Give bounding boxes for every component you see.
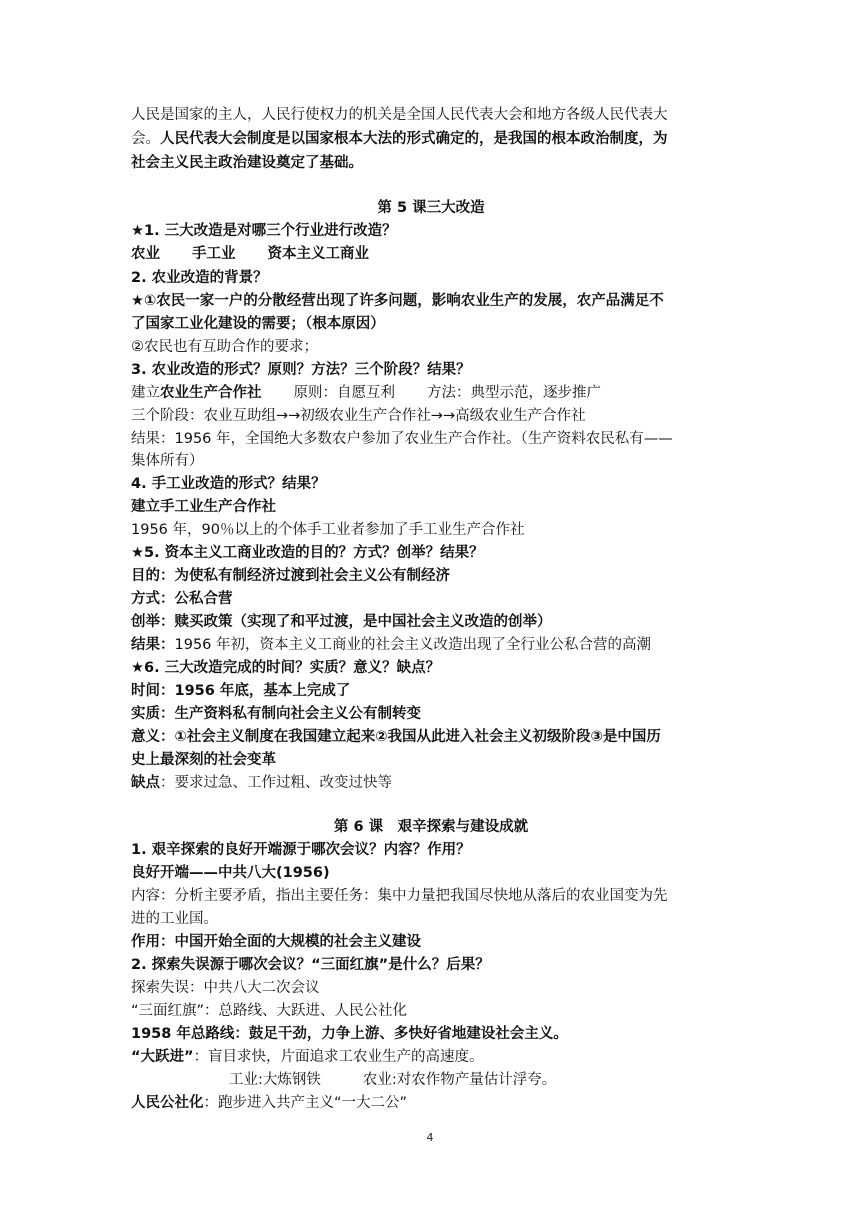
a2-industry: 工业:大炼钢铁 xyxy=(229,1072,321,1088)
lesson5-a5-purpose: 目的：为使私有制经济过渡到社会主义公有制经济 xyxy=(131,568,450,584)
lesson5-q2: 2. 农业改造的背景？ xyxy=(131,270,268,286)
lesson5-a1 xyxy=(131,243,731,265)
intro-line-2a: 会。 xyxy=(131,131,160,147)
intro-line-1: 人民是国家的主人，人民行使权力的机关是全国人民代表大会和地方各级人民代表大 xyxy=(131,107,668,123)
page-number: 4 xyxy=(426,1131,434,1144)
lesson5-a3-result-2: 集体所有） xyxy=(131,453,204,469)
lesson5-a5-innovation: 创举：赎买政策（实现了和平过渡，是中国社会主义改造的创举） xyxy=(131,614,552,630)
lesson5-a2-3: ②农民也有互助合作的要求； xyxy=(131,339,318,355)
lesson6-a1-start: 良好开端——中共八大(1956) xyxy=(131,865,330,881)
lesson6-q1: 1. 艰辛探索的良好开端源于哪次会议？内容？作用？ xyxy=(131,842,471,858)
lesson6-a1-effect: 作用：中国开始全面的大规模的社会主义建设 xyxy=(131,934,421,950)
a3-method: 方法：典型示范，逐步推广 xyxy=(427,385,601,401)
lesson6-a2-commune xyxy=(131,1092,731,1114)
lesson5-a5-method: 方式：公私合营 xyxy=(131,591,233,607)
a6-flaw-label: 缺点 xyxy=(131,775,160,791)
lesson6-title: 第 6 课 艰辛探索与建设成就 xyxy=(333,819,529,835)
a2-commune-text: ：跑步进入共产主义“一大二公” xyxy=(203,1095,408,1111)
lesson5-a3-stages: 三个阶段：农业互助组→→初级农业生产合作社→→高级农业生产合作社 xyxy=(131,408,586,424)
lesson5-title: 第 5 课三大改造 xyxy=(377,200,485,216)
a2-leap-label: “大跃进” xyxy=(131,1049,194,1065)
lesson6-q2: 2. 探索失误源于哪次会议？“三面红旗”是什么？后果？ xyxy=(131,957,490,973)
a1-item-1: 农业 xyxy=(131,246,160,262)
lesson6-a2-leap xyxy=(131,1046,731,1068)
a3-form-b: 农业生产合作社 xyxy=(160,385,262,401)
a3-principle: 原则：自愿互利 xyxy=(293,385,395,401)
a5-result-label: 结果： xyxy=(131,637,175,653)
a5-result-text: 1956 年初，资本主义工商业的社会主义改造出现了全行业公私合营的高潮 xyxy=(174,637,652,653)
lesson6-a2-line: 1958 年总路线：鼓足干劲，力争上游、多快好省地建设社会主义。 xyxy=(131,1026,568,1042)
lesson5-a2-1: ★①农民一家一户的分散经营出现了许多问题，影响农业生产的发展，农产品满足不 xyxy=(131,293,664,309)
lesson6-a2-flags: “三面红旗”：总路线、大跃进、人民公社化 xyxy=(131,1003,408,1019)
lesson5-a6-essence: 实质：生产资料私有制向社会主义公有制转变 xyxy=(131,706,421,722)
lesson5-a5-result xyxy=(131,634,731,656)
lesson5-q4: 4. 手工业改造的形式？结果？ xyxy=(131,476,326,492)
lesson5-a3-result-1: 结果：1956 年，全国绝大多数农户参加了农业生产合作社。（生产资料农民私有—— xyxy=(131,431,673,447)
lesson5-q5: ★5. 资本主义工商业改造的目的？方式？创举？结果？ xyxy=(131,545,484,561)
intro-line-3: 社会主义民主政治建设奠定了基础。 xyxy=(131,155,363,171)
lesson5-a4-1: 建立手工业生产合作社 xyxy=(131,499,276,515)
intro-line-2b: 人民代表大会制度是以国家根本大法的形式确定的，是我国的根本政治制度，为 xyxy=(160,131,668,147)
lesson5-a6-flaw xyxy=(131,772,731,794)
lesson5-q3: 3. 农业改造的形式？原则？方法？三个阶段？结果？ xyxy=(131,362,471,378)
a6-flaw-text: ：要求过急、工作过粗、改变过快等 xyxy=(160,775,392,791)
lesson6-a2-industry-agri xyxy=(229,1069,729,1091)
lesson6-a2-mistake: 探索失误：中共八大二次会议 xyxy=(131,980,320,996)
lesson5-a4-2: 1956 年，90％以上的个体手工业者参加了手工业生产合作社 xyxy=(131,522,525,538)
lesson5-q1: ★1. 三大改造是对哪三个行业进行改造？ xyxy=(131,223,397,239)
a3-form-a: 建立 xyxy=(131,385,160,401)
intro-line-2 xyxy=(131,128,731,150)
lesson5-a2-2: 了国家工业化建设的需要；（根本原因） xyxy=(131,316,385,332)
a2-agri: 农业:对农作物产量估计浮夸。 xyxy=(362,1072,557,1088)
lesson6-a1-content-2: 进的工业国。 xyxy=(131,911,218,927)
a2-commune-label: 人民公社化 xyxy=(131,1095,204,1111)
a2-leap-text: ：盲目求快，片面追求工农业生产的高速度。 xyxy=(193,1049,484,1065)
lesson5-a6-meaning-1: 意义：①社会主义制度在我国建立起来②我国从此进入社会主义初级阶段③是中国历 xyxy=(131,729,661,745)
lesson6-a1-content-1: 内容：分析主要矛盾，指出主要任务：集中力量把我国尽快地从落后的农业国变为先 xyxy=(131,888,668,904)
lesson5-q6: ★6. 三大改造完成的时间？实质？意义？缺点？ xyxy=(131,660,441,676)
lesson5-a6-meaning-2: 史上最深刻的社会变革 xyxy=(131,752,276,768)
a1-item-3: 资本主义工商业 xyxy=(267,246,369,262)
lesson5-a3-form xyxy=(131,382,731,404)
a1-item-2: 手工业 xyxy=(192,246,236,262)
lesson5-a6-time: 时间：1956 年底，基本上完成了 xyxy=(131,683,351,699)
